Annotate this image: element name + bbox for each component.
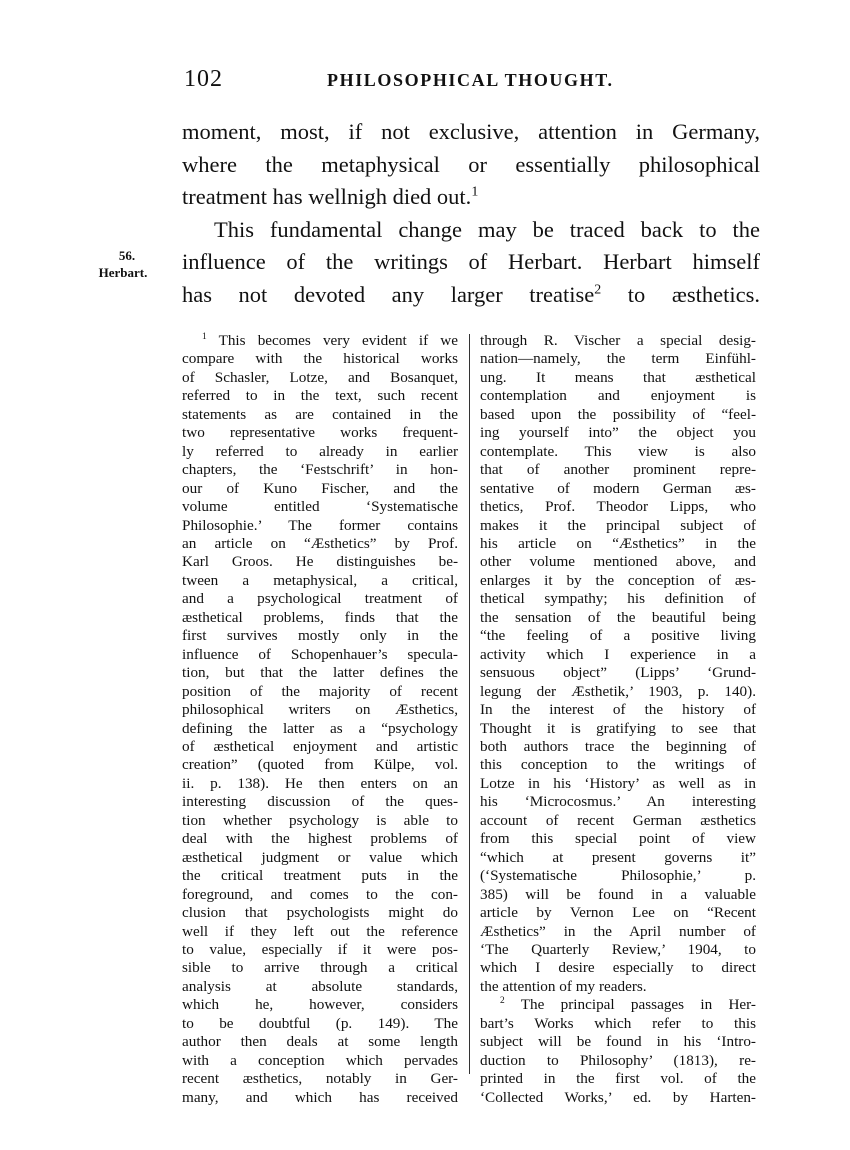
footnote-line: duction to Philosophy’ (1813), re- [480,1051,756,1069]
paragraph-2-line-3-end: to æsthetics. [601,281,760,307]
paragraph-1-line-3 [182,181,760,214]
footnote-line: account of recent German æsthetics [480,811,756,829]
footnote-line: ly referred to already in earlier [182,442,458,460]
footnote-line: first survives mostly only in the [182,627,458,645]
footnote-line: the sensation of the beautiful being [480,608,756,626]
footnote-line: sentative of modern German æs- [480,479,756,497]
footnote-line: thetics, Prof. Theodor Lipps, who [480,498,756,516]
footnote-line: author then deals at some length [182,1033,458,1051]
footnote-line: (‘Systematische Philosophie,’ p. [480,867,756,885]
footnote-line: ung. It means that æsthetical [480,368,756,386]
body-text [182,116,760,311]
footnote-marker-2: 2 [500,996,505,1007]
running-title: PHILOSOPHICAL THOUGHT. [327,70,614,90]
page-number: 102 [184,66,223,92]
footnote-line: to value, especially if it were pos- [182,940,458,958]
footnote-line: tion whether psychology is able to [182,811,458,829]
footnote-line: In the interest of the history of [480,701,756,719]
footnote-line: ‘Collected Works,’ ed. by Harten- [480,1088,756,1106]
footnote-line: many, and which has received [182,1088,458,1106]
footnote-line: ing yourself into” the object you [480,424,756,442]
footnote-line: article by Vernon Lee on “Recent [480,904,756,922]
footnote-line: foreground, and comes to the con- [182,885,458,903]
footnote-line: of æsthetical enjoyment and artistic [182,737,458,755]
footnote-line: æsthetical problems, finds that the [182,608,458,626]
footnote-2-start [480,996,756,1014]
footnote-line: chapters, the ‘Festschrift’ in hon- [182,461,458,479]
margin-note [88,247,158,281]
footnote-line: creation” (quoted from Külpe, vol. [182,756,458,774]
footnote-column-left [182,332,458,1107]
paragraph-2-line-1: This fundamental change may be traced back to the [214,216,760,242]
footnote-line: his ‘Microcosmus.’ An interesting [480,793,756,811]
footnote-line: defining the latter as a “psychology [182,719,458,737]
footnote-line: to be doubtful (p. 149). The [182,1014,458,1032]
paragraph-1-line-3-text: treatment has wellnigh died out. [182,184,472,209]
footnote-line: contemplation and enjoyment is [480,387,756,405]
footnote-line-text: This becomes very evident if we [218,332,458,349]
footnote-line: his article on “Æsthetics” in the [480,534,756,552]
footnote-line: bart’s Works which refer to this [480,1014,756,1032]
footnote-ref-2: 2 [594,282,602,297]
footnote-line: that of another prominent repre- [480,461,756,479]
footnote-line: thetical sympathy; his definition of [480,590,756,608]
paragraph-1-line-2: where the metaphysical or essentially philosophical [182,151,760,177]
footnote-line: our of Kuno Fischer, and the [182,479,458,497]
footnote-line: which he, however, considers [182,996,458,1014]
footnote-line: “which at present governs it” [480,848,756,866]
paragraph-1-line-1: moment, most, if not exclusive, attention in Germany, [182,119,760,144]
footnote-line: sensuous object” (Lipps’ ‘Grund- [480,664,756,682]
footnote-line: analysis at absolute standards, [182,977,458,995]
footnote-line: ‘The Quarterly Review,’ 1904, to [480,940,756,958]
margin-note-number: 56. [118,248,136,263]
footnote-line: sible to arrive through a critical [182,959,458,977]
footnote-line: Karl Groos. He distinguishes be- [182,553,458,571]
footnote-line: which I desire especially to direct [480,959,756,977]
footnote-line: and a psychological treatment of [182,590,458,608]
footnote-line: deal with the highest problems of [182,830,458,848]
footnote-line: enlarges it by the conception of æs- [480,571,756,589]
footnote-line: referred to in the text, such recent [182,387,458,405]
footnote-line: activity which I experience in a [480,645,756,663]
footnote-line: “the feeling of a positive living [480,627,756,645]
paragraph-2-line-2: influence of the writings of Herbart. Herbart himself [182,249,760,274]
column-divider [469,334,470,1074]
footnote-line: tion, but that the latter defines the [182,664,458,682]
footnote-line: makes it the principal subject of [480,516,756,534]
footnote-column-right [480,332,756,1107]
footnote-line: the critical treatment puts in the [182,867,458,885]
paragraph-2-line-3-text: has not devoted any larger treatise [182,281,595,307]
footnote-1-start [182,332,458,350]
footnote-line: other volume mentioned above, and [480,553,756,571]
running-header [182,66,760,98]
footnote-line: ii. p. 138). He then enters on an [182,774,458,792]
footnote-line: legung der Æsthetik,’ 1903, p. 140). [480,682,756,700]
footnote-line: influence of Schopenhauer’s specula- [182,645,458,663]
footnote-line: this conception to the writings of [480,756,756,774]
footnote-line: based upon the possibility of “feel- [480,405,756,423]
footnote-line: an article on “Æsthetics” by Prof. [182,534,458,552]
footnote-line: with a conception which pervades [182,1051,458,1069]
footnote-line: 385) will be found in a valuable [480,885,756,903]
footnote-line: philosophical writers on Æsthetics, [182,701,458,719]
footnote-line: both authors trace the beginning of [480,737,756,755]
footnote-line: statements as are contained in the [182,405,458,423]
margin-note-title: Herbart. [98,265,148,280]
footnote-line: through R. Vischer a special desig- [480,332,756,349]
footnote-ref-1: 1 [471,184,479,200]
footnote-line: of Schasler, Lotze, and Bosanquet, [182,368,458,386]
footnote-line: interesting discussion of the ques- [182,793,458,811]
footnote-line: tween a metaphysical, a critical, [182,571,458,589]
footnote-line: from this special point of view [480,830,756,848]
footnote-line: well if they left out the reference [182,922,458,940]
footnote-line: æsthetical judgment or value which [182,848,458,866]
footnote-line: printed in the first vol. of the [480,1070,756,1088]
footnote-line: Philosophie.’ The former contains [182,516,458,534]
footnote-line: position of the majority of recent [182,682,458,700]
footnote-line: two representative works frequent- [182,424,458,442]
footnote-line: compare with the historical works [182,350,458,368]
footnote-line: Thought it is gratifying to see that [480,719,756,737]
footnote-line: nation—namely, the term Einfühl- [480,350,756,368]
footnote-line: subject will be found in his ‘Intro- [480,1033,756,1051]
footnote-line: recent æsthetics, notably in Ger- [182,1070,458,1088]
footnote-line: volume entitled ‘Systematische [182,498,458,516]
footnote-line: contemplate. This view is also [480,442,756,460]
footnotes [182,331,760,1106]
footnote-line: Æsthetics” in the April number of [480,922,756,940]
paragraph-2-line-3 [182,279,760,312]
footnote-line: the attention of my readers. [480,977,647,995]
footnote-marker-1: 1 [202,331,207,342]
footnote-line: Lotze in his ‘History’ as well as in [480,774,756,792]
footnote-line: clusion that psychologists might do [182,904,458,922]
footnote-line-text: The principal passages in Her- [520,996,756,1014]
